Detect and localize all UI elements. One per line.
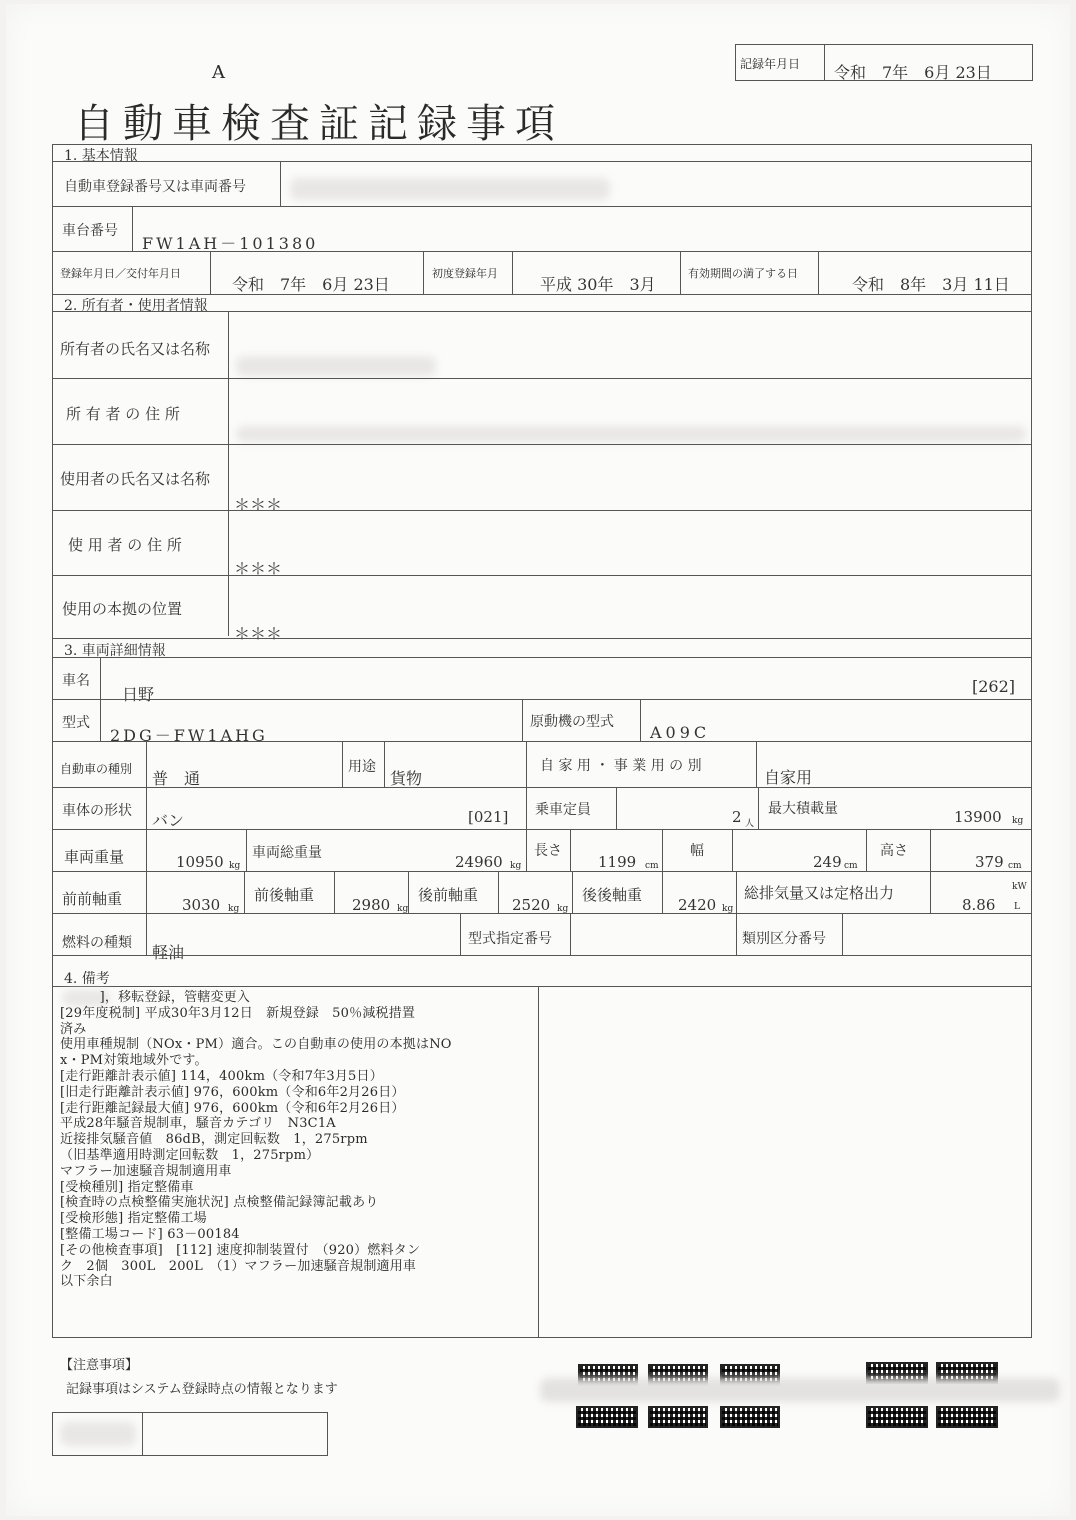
remark-line: 使用車種規制（NOx・PM）適合。この自動車の使用の本拠はNO <box>60 1037 452 1053</box>
displacement-label: 総排気量又は定格出力 <box>744 884 895 902</box>
base-location-label: 使用の本拠の位置 <box>62 600 183 618</box>
type-designation-label: 型式指定番号 <box>468 931 552 947</box>
remark-line: [29年度税制] 平成30年3月12日 新規登録 50％減税措置 <box>60 1005 416 1021</box>
fuel-type-value: 軽油 <box>152 943 185 962</box>
page-title: 自動車検査証記録事項 <box>74 101 564 147</box>
remark-line: x・PM対策地域外です。 <box>60 1053 208 1069</box>
chassis-number-label: 車台番号 <box>62 223 118 239</box>
height-unit: cm <box>1008 861 1022 871</box>
fuel-type-label: 燃料の種類 <box>62 935 132 951</box>
gross-weight-value: 24960 <box>455 853 503 871</box>
gross-weight-label: 車両総重量 <box>252 845 322 861</box>
use-value: 貨物 <box>390 769 423 788</box>
user-name-label: 使用者の氏名又は名称 <box>60 470 211 488</box>
record-date-label: 記録年月日 <box>740 57 801 71</box>
expiry-date-value: 令和 8年 3月 11日 <box>852 275 1010 294</box>
vehicle-name-label: 車名 <box>62 673 90 689</box>
user-address-label: 使 用 者 の 住 所 <box>68 536 182 554</box>
length-label: 長さ <box>534 843 562 859</box>
remark-line: [整備工場コード] 63－00184 <box>60 1226 240 1242</box>
remarks-block <box>60 990 536 1290</box>
qr-code-icon <box>648 1406 708 1428</box>
redacted-office-use <box>60 1422 136 1446</box>
remark-line: [検査時の点検整備実施状況] 点検整備記録簿記載あり <box>60 1195 379 1211</box>
front-front-axle-label: 前前軸重 <box>62 890 123 908</box>
width-label: 幅 <box>690 843 704 859</box>
rear-rear-axle-value: 2420 <box>678 896 717 914</box>
rear-front-axle-unit: kg <box>557 904 569 914</box>
height-value: 379 <box>975 853 1004 871</box>
vehicle-kind-value: 普 通 <box>152 769 201 788</box>
qr-code-icon <box>720 1406 780 1428</box>
private-business-value: 自家用 <box>764 768 813 787</box>
notice-text: 記録事項はシステム登録時点の情報となります <box>66 1382 338 1397</box>
remark-line: [受検種別] 指定整備車 <box>60 1179 194 1195</box>
first-registration-value: 平成 30年 3月 <box>540 275 656 294</box>
qr-code-icon <box>936 1406 998 1428</box>
remark-line: ク 2個 300L 200L （1）マフラー加速騒音規制適用車 <box>60 1258 417 1274</box>
qr-code-icon <box>866 1406 928 1428</box>
base-location-value: ＊＊＊ <box>234 624 283 643</box>
capacity-unit: 人 <box>745 819 755 829</box>
first-registration-label: 初度登録年月 <box>432 267 498 280</box>
remark-line: ]，移転登録，管轄変更入 <box>60 990 251 1005</box>
vehicle-kind-label: 自動車の種別 <box>60 762 133 776</box>
rear-front-axle-value: 2520 <box>512 896 551 914</box>
front-rear-axle-label: 前後軸重 <box>254 886 315 904</box>
remark-line: 近接排気騒音値 86dB，測定回転数 1，275rpm <box>60 1132 368 1148</box>
displacement-unit-l: L <box>1014 902 1020 912</box>
record-date-value: 令和 7年 6月 23日 <box>834 63 992 82</box>
capacity-value: 2 <box>732 808 742 826</box>
front-rear-axle-value: 2980 <box>352 896 391 914</box>
front-front-axle-unit: kg <box>228 904 240 914</box>
front-rear-axle-unit: kg <box>397 904 409 914</box>
width-value: 249 <box>813 853 842 871</box>
remark-line: 済み <box>60 1021 87 1037</box>
redacted-owner-address <box>236 426 1026 442</box>
owner-name-label: 所有者の氏名又は名称 <box>60 340 211 358</box>
front-front-axle-value: 3030 <box>182 896 221 914</box>
owner-address-label: 所 有 者 の 住 所 <box>66 405 180 423</box>
gross-weight-unit: kg <box>510 861 522 871</box>
displacement-unit-kw: kW <box>1012 882 1027 892</box>
remark-line: （旧基準適用時測定回転数 1，275rpm） <box>60 1147 320 1163</box>
max-load-value: 13900 <box>954 808 1002 826</box>
private-business-label: 自 家 用 ・ 事 業 用 の 別 <box>540 758 702 774</box>
rear-rear-axle-label: 後後軸重 <box>582 886 643 904</box>
remark-line: [旧走行距離計表示値] 976，600km（令和6年2月26日） <box>60 1084 405 1100</box>
redacted-owner-name <box>236 356 436 376</box>
vehicle-name-code: [262] <box>972 677 1016 696</box>
document-mark: A <box>212 62 225 83</box>
remark-line: [走行距離計表示値] 114，400km（令和7年3月5日） <box>60 1068 383 1084</box>
registration-date-label: 登録年月日／交付年月日 <box>60 267 181 280</box>
redacted-qr-band <box>540 1378 1060 1402</box>
remark-line: [走行距離記録最大値] 976，600km（令和6年2月26日） <box>60 1100 405 1116</box>
user-address-value: ＊＊＊ <box>234 559 283 578</box>
section-owner-info-heading: 2. 所有者・使用者情報 <box>64 298 208 314</box>
remark-line: [その他検査事項] [112] 速度抑制装置付 （920）燃料タン <box>60 1242 421 1258</box>
remark-line: [受検形態] 指定整備工場 <box>60 1211 207 1227</box>
vehicle-weight-label: 車両重量 <box>64 848 125 866</box>
remark-line: 平成28年騒音規制車，騒音カテゴリ N3C1A <box>60 1116 336 1132</box>
engine-model-label: 原動機の型式 <box>530 714 614 730</box>
length-value: 1199 <box>598 853 637 871</box>
capacity-label: 乗車定員 <box>535 802 591 818</box>
remark-line: マフラー加速騒音規制適用車 <box>60 1163 232 1179</box>
chassis-number-value: FW1AH－101380 <box>142 234 319 253</box>
body-shape-label: 車体の形状 <box>62 803 132 819</box>
width-unit: cm <box>844 861 858 871</box>
model-label: 型式 <box>62 715 90 731</box>
max-load-label: 最大積載量 <box>768 801 838 817</box>
max-load-unit: kg <box>1012 816 1024 826</box>
vehicle-name-value: 日野 <box>122 685 155 704</box>
expiry-date-label: 有効期間の満了する日 <box>688 267 798 280</box>
vehicle-weight-value: 10950 <box>176 853 224 871</box>
model-value: 2DG－FW1AHG <box>110 726 268 745</box>
height-label: 高さ <box>880 843 908 859</box>
section-basic-info-heading: 1. 基本情報 <box>64 148 138 164</box>
rear-front-axle-label: 後前軸重 <box>418 886 479 904</box>
length-unit: cm <box>645 861 659 871</box>
use-label: 用途 <box>348 759 376 775</box>
registration-date-value: 令和 7年 6月 23日 <box>232 275 390 294</box>
body-shape-value: バン <box>152 811 185 830</box>
registration-number-label: 自動車登録番号又は車両番号 <box>64 179 246 195</box>
section-vehicle-detail-heading: 3. 車両詳細情報 <box>64 643 166 659</box>
notice-heading: 【注意事項】 <box>60 1358 139 1373</box>
remark-line: 以下余白 <box>60 1274 113 1290</box>
redacted-registration-number <box>290 178 610 200</box>
vehicle-weight-unit: kg <box>229 861 241 871</box>
category-number-label: 類別区分番号 <box>742 931 826 947</box>
qr-code-icon <box>576 1406 638 1428</box>
rear-rear-axle-unit: kg <box>722 904 734 914</box>
body-shape-code: [021] <box>468 808 509 826</box>
user-name-value: ＊＊＊ <box>234 495 283 514</box>
displacement-value: 8.86 <box>962 896 996 914</box>
section-remarks-heading: 4. 備考 <box>64 971 110 987</box>
engine-model-value: A09C <box>650 723 711 742</box>
